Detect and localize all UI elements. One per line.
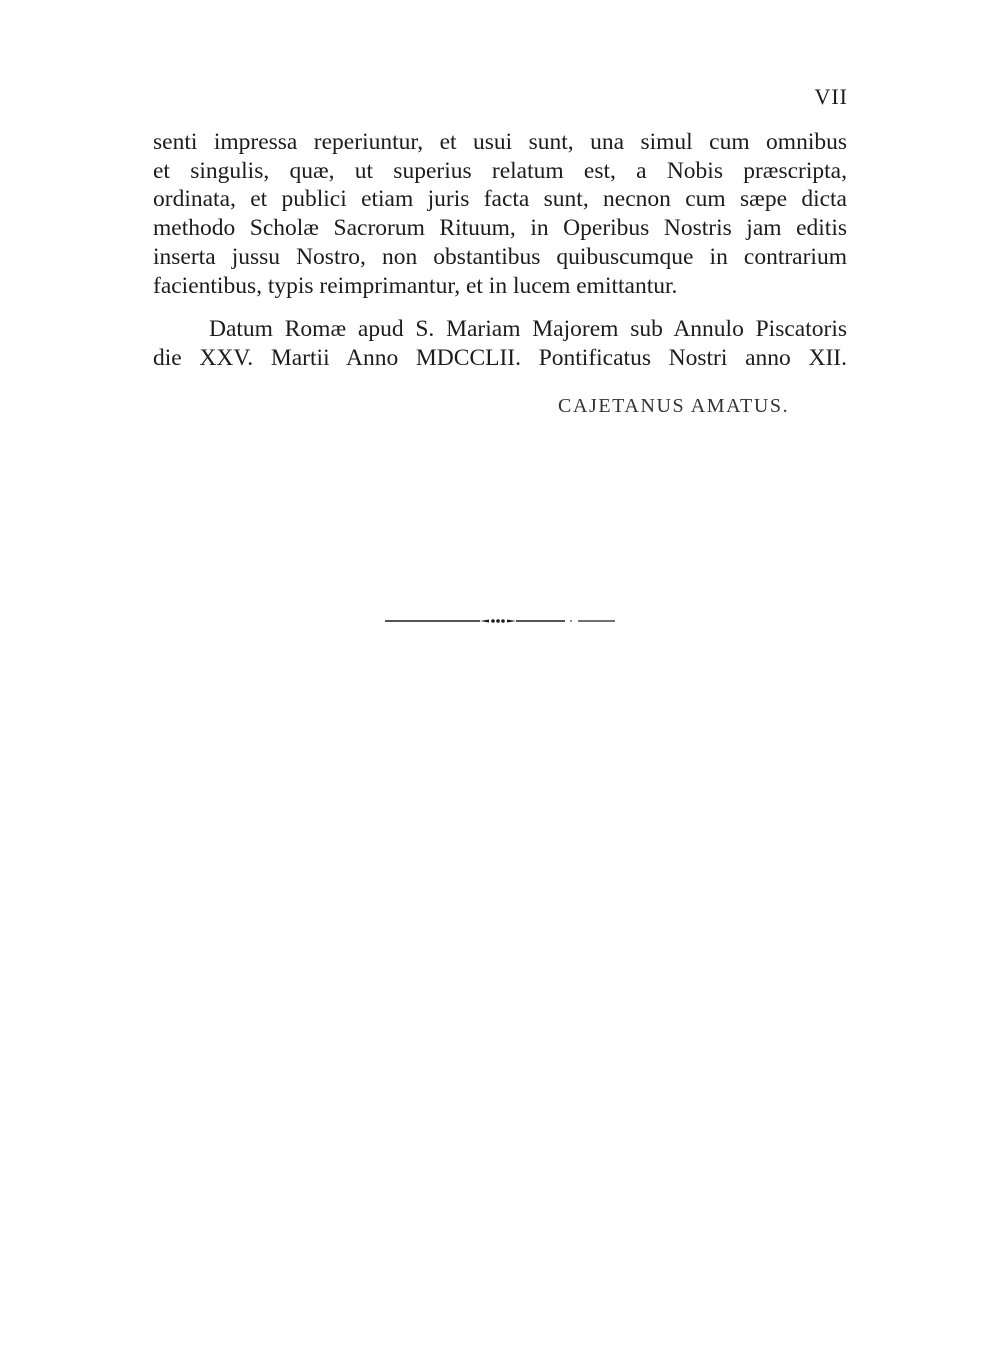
- text-line: senti impressa reperiuntur, et usui sunt, una simul cum omnibus: [153, 129, 847, 155]
- signature: CAJETANUS AMATUS.: [558, 395, 790, 417]
- text-line: die XXV. Martii Anno MDCCLII. Pontificatus Nostri anno XII.: [153, 344, 847, 371]
- text-line: methodo Scholæ Sacrorum Rituum, in Operibus Nostris jam editis: [153, 215, 847, 242]
- text-line: inserta jussu Nostro, non obstantibus quibuscumque in contrarium: [153, 243, 847, 270]
- paragraph-2: [153, 315, 847, 372]
- text-line: facientibus, typis reimprimantur, et in lucem emittantur.: [153, 272, 678, 299]
- paragraph-1: [153, 128, 847, 300]
- text-line: Datum Romæ apud S. Mariam Majorem sub Annulo Piscatoris: [209, 316, 847, 343]
- ornamental-rule-icon: [385, 611, 615, 631]
- page-number: VII: [814, 84, 848, 109]
- body-text: [153, 128, 847, 373]
- text-line: ordinata, et publici etiam juris facta sunt, necnon cum sæpe dicta: [153, 186, 847, 213]
- text-line: et singulis, quæ, ut superius relatum est, a Nobis præscripta,: [153, 157, 847, 184]
